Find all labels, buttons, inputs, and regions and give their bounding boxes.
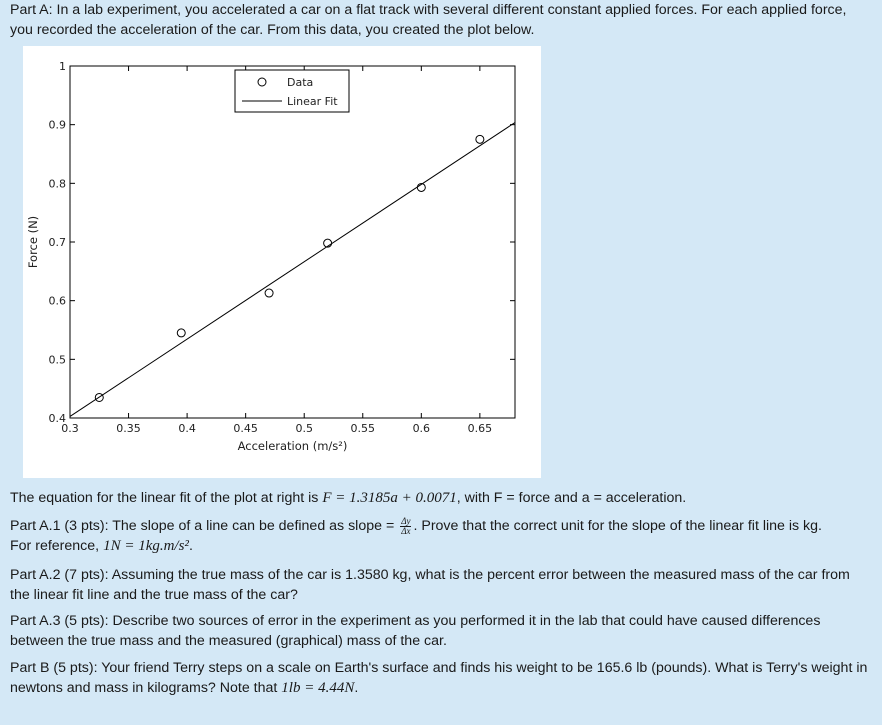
newton-definition: 1N = 1kg.m/s² bbox=[103, 538, 189, 554]
x-tick-label: 0.3 bbox=[61, 422, 79, 435]
plot-frame bbox=[70, 66, 515, 418]
chart-svg bbox=[23, 46, 541, 478]
x-tick-label: 0.6 bbox=[412, 422, 431, 435]
intro-text: Part A: In a lab experiment, you accelerated a car on a flat track with several different constant applied forces. For each applied force, you recorded the acceleration of the car. From this data, you created the plot below. bbox=[10, 2, 847, 38]
x-tick-label: 0.35 bbox=[116, 422, 141, 435]
part-b-paragraph: Part B (5 pts): Your friend Terry steps on a scale on Earth's surface and finds his weight to be 165.6 lb (pounds). What is Terry's weight in newtons and mass in kilograms? Note that 1lb = 4.44N. bbox=[10, 660, 868, 696]
data-point bbox=[476, 135, 484, 143]
y-axis-label: Force (N) bbox=[26, 215, 40, 269]
y-tick-label: 0.9 bbox=[48, 118, 66, 132]
data-point bbox=[265, 289, 273, 297]
slope-fraction: $\frac{\Delta y}{\Delta x}$ bbox=[401, 515, 411, 536]
x-tick-label: 0.45 bbox=[233, 422, 258, 435]
y-tick-label: 0.7 bbox=[48, 236, 66, 249]
x-tick-label: 0.65 bbox=[467, 422, 493, 435]
part-a2-paragraph: Part A.2 (7 pts): Assuming the true mass of the car is 1.3580 kg, what is the percent error between the measured mass of the car from the linear fit line and the true mass of the car? bbox=[10, 567, 850, 603]
x-axis-label: Acceleration (m/s²) bbox=[237, 439, 348, 453]
y-tick-label: 0.8 bbox=[48, 177, 66, 191]
y-tick-label: 1 bbox=[59, 60, 66, 73]
y-tick-label: 0.5 bbox=[48, 353, 66, 367]
part-a1-paragraph: Part A.1 (3 pts): The slope of a line can be defined as slope = $\frac{\Delta y}{\Delta x}$ . Prove that the correct unit for the slope of the linear fit line is kg. For reference, 1N = 1kg.m/s². bbox=[10, 515, 822, 554]
y-tick-label: 0.6 bbox=[48, 294, 66, 308]
legend-fit-label: Linear Fit bbox=[287, 95, 338, 108]
data-point bbox=[177, 329, 185, 337]
equation-paragraph: The equation for the linear fit of the plot at right is F = 1.3185a + 0.0071, with F = force and a = acceleration. bbox=[10, 490, 687, 506]
y-tick-label: 0.4 bbox=[48, 412, 66, 425]
force-vs-acceleration-figure bbox=[23, 46, 541, 478]
x-tick-label: 0.5 bbox=[295, 422, 313, 435]
linear-fit-line bbox=[70, 123, 515, 417]
x-tick-label: 0.4 bbox=[178, 422, 196, 435]
x-tick-label: 0.55 bbox=[350, 422, 376, 435]
part-a3-paragraph: Part A.3 (5 pts): Describe two sources of error in the experiment as you performed it in the lab that could have caused differences between the true mass and the measured (graphical) mass of the car. bbox=[10, 613, 821, 649]
pound-conversion: 1lb = 4.44N bbox=[281, 680, 355, 696]
linear-fit-equation: F = 1.3185a + 0.0071 bbox=[322, 490, 457, 506]
legend-data-label: Data bbox=[287, 76, 314, 89]
